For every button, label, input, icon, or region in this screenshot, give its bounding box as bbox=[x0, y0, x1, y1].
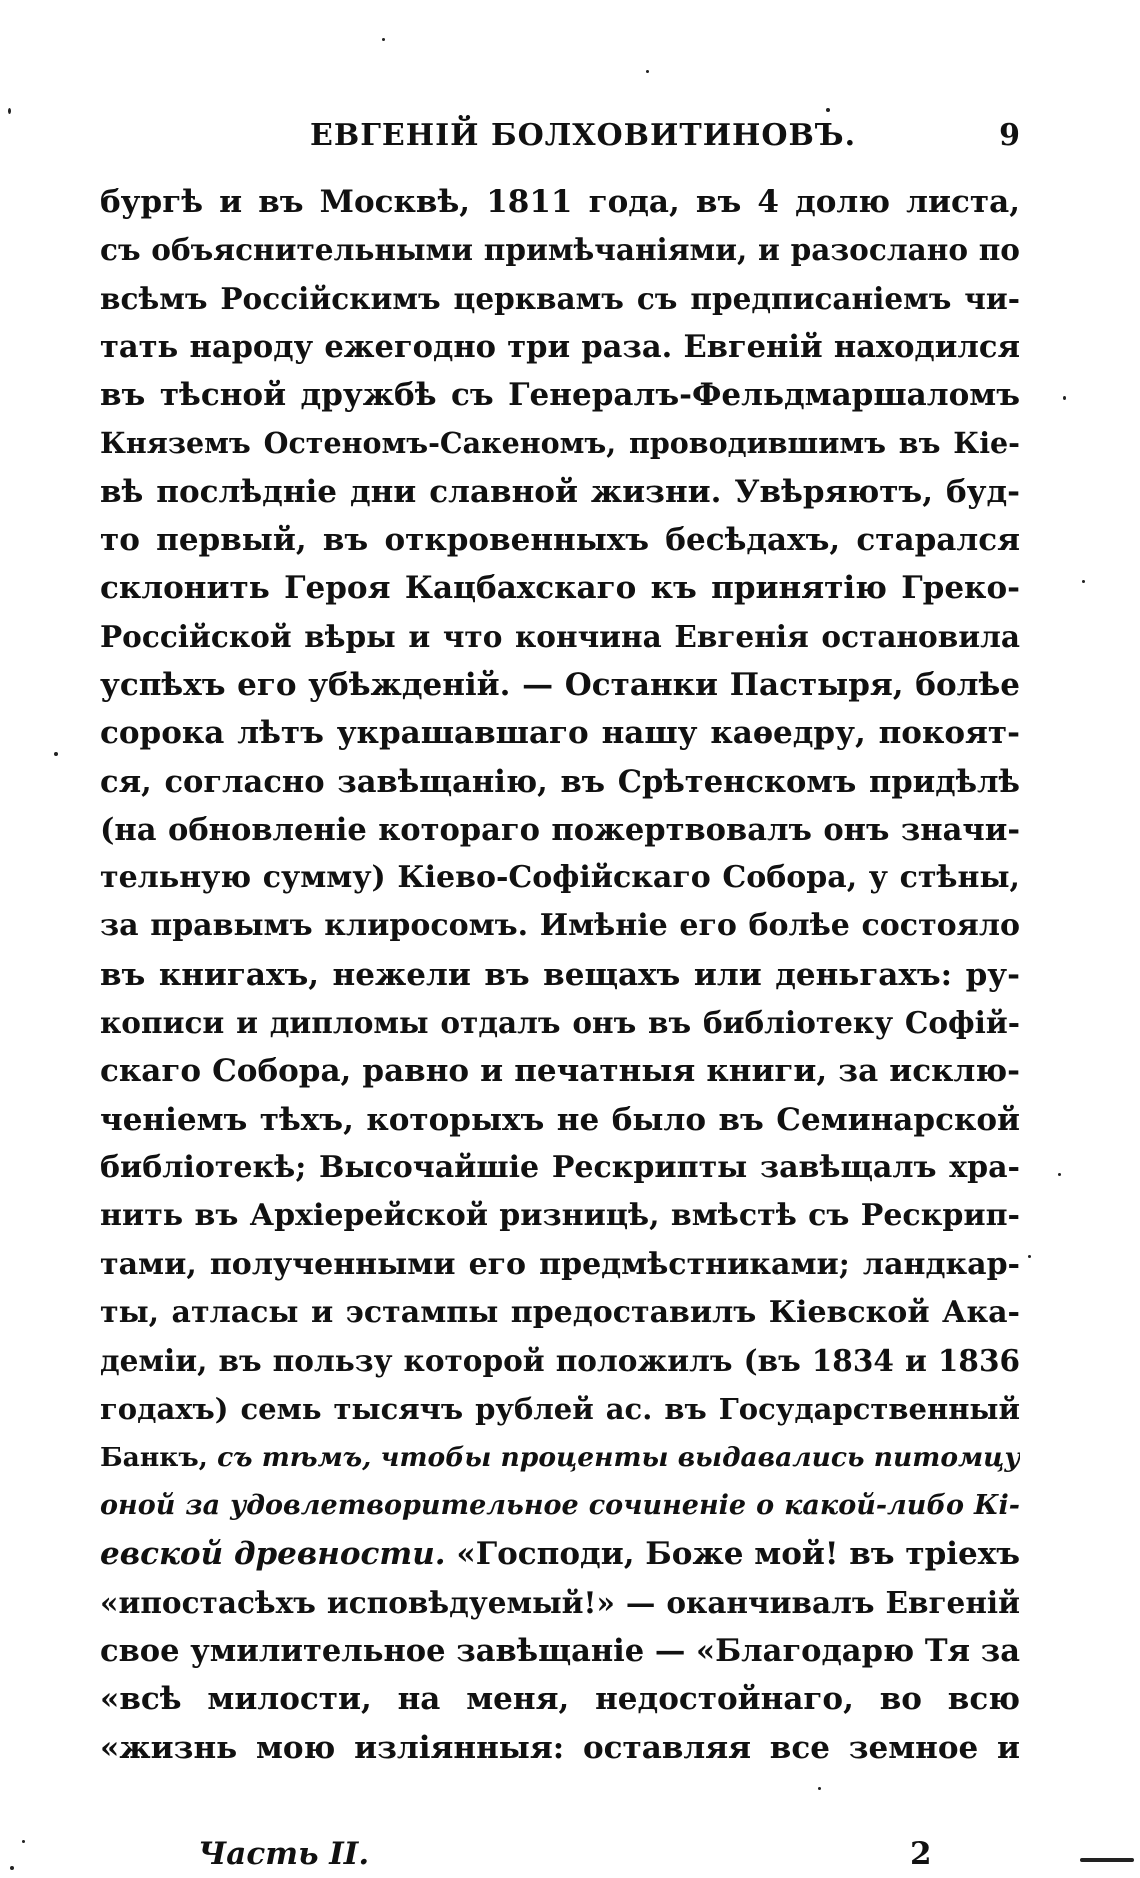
italic-run: съ тѣмъ, чтобы проценты выдавались питомцу bbox=[217, 1441, 1020, 1473]
text-line bbox=[100, 1096, 1020, 1144]
page-footer bbox=[100, 1836, 1020, 1876]
text-line bbox=[100, 178, 1020, 226]
text-line bbox=[100, 275, 1020, 323]
text-line bbox=[100, 951, 1020, 999]
text-run: успѣхъ его убѣжденій. — Останки Пастыря, болѣе bbox=[100, 666, 1020, 703]
text-line bbox=[100, 806, 1020, 854]
text-run: бургѣ и въ Москвѣ, 1811 года, въ 4 долю листа, bbox=[100, 184, 1020, 220]
text-line bbox=[100, 1482, 1020, 1530]
scan-speck bbox=[1080, 1858, 1134, 1862]
text-run: тать народу ежегодно три раза. Евгеній находился bbox=[100, 328, 1020, 365]
text-run: тами, полученными его предмѣстниками; ландкар- bbox=[100, 1246, 1020, 1282]
text-run: съ объяснительными примѣчаніями, и разослано по bbox=[100, 232, 1020, 268]
scan-speck bbox=[1028, 1255, 1031, 1258]
text-run: скаго Собора, равно и печатныя книги, за исклю- bbox=[100, 1053, 1020, 1090]
text-run: деміи, въ пользу которой положилъ (въ 1834 и 1836 bbox=[100, 1343, 1020, 1379]
text-run: то первый, въ откровенныхъ бесѣдахъ, старался bbox=[100, 522, 1020, 559]
text-run: склонить Героя Кацбахскаго къ принятію Греко- bbox=[100, 570, 1020, 607]
scan-speck bbox=[646, 70, 649, 73]
text-line bbox=[100, 999, 1020, 1047]
text-run: въ тѣсной дружбѣ съ Генералъ-Фельдмаршаломъ bbox=[100, 377, 1020, 414]
text-line bbox=[100, 1724, 1020, 1772]
text-run: Россійской вѣры и что кончина Евгенія остановила bbox=[100, 618, 1020, 654]
text-line bbox=[100, 854, 1020, 902]
text-run: вѣ послѣдніе дни славной жизни. Увѣряютъ, буд- bbox=[100, 473, 1020, 510]
text-run: «жизнь мою изліянныя: оставляя все земное и bbox=[100, 1729, 1020, 1766]
text-line bbox=[100, 661, 1020, 709]
text-run: ты, атласы и эстампы предоставилъ Кіевской Ака- bbox=[100, 1294, 1020, 1330]
scan-speck bbox=[1063, 396, 1066, 400]
text-run: нить въ Архіерейской ризницѣ, вмѣстѣ съ Рескрип- bbox=[100, 1198, 1020, 1234]
text-line bbox=[100, 419, 1020, 467]
text-line bbox=[100, 564, 1020, 612]
text-line bbox=[100, 1434, 1020, 1482]
body-text bbox=[100, 178, 1020, 1772]
text-run: свое умилительное завѣщаніе — «Благодарю Тя за bbox=[100, 1632, 1020, 1669]
text-line bbox=[100, 226, 1020, 274]
scan-speck bbox=[1082, 580, 1085, 583]
text-line bbox=[100, 516, 1020, 564]
scan-speck bbox=[10, 1866, 14, 1870]
text-run: библіотекѣ; Высочайшіе Рескрипты завѣщалъ хра- bbox=[100, 1149, 1020, 1185]
signature-part: Часть II. bbox=[198, 1836, 370, 1872]
text-run: Банкъ, bbox=[100, 1441, 218, 1473]
text-run: «ипостасѣхъ исповѣдуемый!» — оканчивалъ Евгеній bbox=[100, 1584, 1020, 1620]
text-run: ченіемъ тѣхъ, которыхъ не было въ Семинарской bbox=[100, 1101, 1020, 1138]
text-line bbox=[100, 323, 1020, 371]
text-line bbox=[100, 1289, 1020, 1337]
running-head: ЕВГЕНІЙ БОЛХОВИТИНОВЪ. bbox=[310, 118, 857, 153]
text-run: «всѣ милости, на меня, недостойнаго, во всю bbox=[100, 1681, 1020, 1718]
text-run: всѣмъ Россійскимъ церквамъ съ предписаніемъ чи- bbox=[100, 280, 1020, 316]
text-run: въ книгахъ, нежели въ вещахъ или деньгахъ: ру- bbox=[100, 956, 1020, 993]
text-run: сорока лѣтъ украшавшаго нашу каѳедру, покоят- bbox=[100, 715, 1020, 752]
text-line bbox=[100, 1337, 1020, 1385]
page-header bbox=[100, 118, 1020, 158]
text-run: ся, согласно завѣщанію, въ Срѣтенскомъ придѣлѣ bbox=[100, 763, 1020, 800]
text-line bbox=[100, 1675, 1020, 1723]
scan-speck bbox=[8, 108, 11, 114]
page-number: 9 bbox=[999, 118, 1020, 153]
italic-run: оной за удовлетворительное сочиненіе о какой-либо Кі- bbox=[100, 1490, 1020, 1522]
text-line bbox=[100, 1047, 1020, 1095]
scan-speck bbox=[826, 108, 830, 112]
text-line bbox=[100, 709, 1020, 757]
text-line bbox=[100, 1579, 1020, 1627]
text-run: Княземъ Остеномъ-Сакеномъ, проводившимъ въ Кіе- bbox=[100, 426, 1020, 461]
scan-speck bbox=[54, 752, 58, 756]
scan-speck bbox=[382, 38, 385, 41]
signature-mark: 2 bbox=[910, 1836, 932, 1872]
text-line bbox=[100, 1627, 1020, 1675]
text-line bbox=[100, 1144, 1020, 1192]
text-run: за правымъ клиросомъ. Имѣніе его болѣе состояло bbox=[100, 908, 1020, 944]
text-line bbox=[100, 1192, 1020, 1240]
text-run: тельную сумму) Кіево-Софійскаго Собора, у стѣны, bbox=[100, 860, 1020, 896]
scan-speck bbox=[22, 1840, 25, 1843]
text-line bbox=[100, 613, 1020, 661]
text-line bbox=[100, 1530, 1020, 1578]
text-line bbox=[100, 468, 1020, 516]
text-run: «Господи, Боже мой! въ тріехъ bbox=[445, 1536, 1020, 1573]
text-run: (на обновленіе котораго пожертвовалъ онъ значи- bbox=[100, 811, 1020, 848]
text-line bbox=[100, 902, 1020, 950]
scan-speck bbox=[818, 1787, 821, 1790]
text-line bbox=[100, 758, 1020, 806]
scan-speck bbox=[1058, 1173, 1061, 1176]
text-line bbox=[100, 1241, 1020, 1289]
text-run: годахъ) семь тысячъ рублей ас. въ Государственный bbox=[100, 1392, 1020, 1427]
italic-run: евской древности. bbox=[100, 1536, 446, 1573]
text-run: кописи и дипломы отдалъ онъ въ библіотеку Софій- bbox=[100, 1005, 1020, 1041]
text-line bbox=[100, 1385, 1020, 1433]
text-line bbox=[100, 371, 1020, 419]
